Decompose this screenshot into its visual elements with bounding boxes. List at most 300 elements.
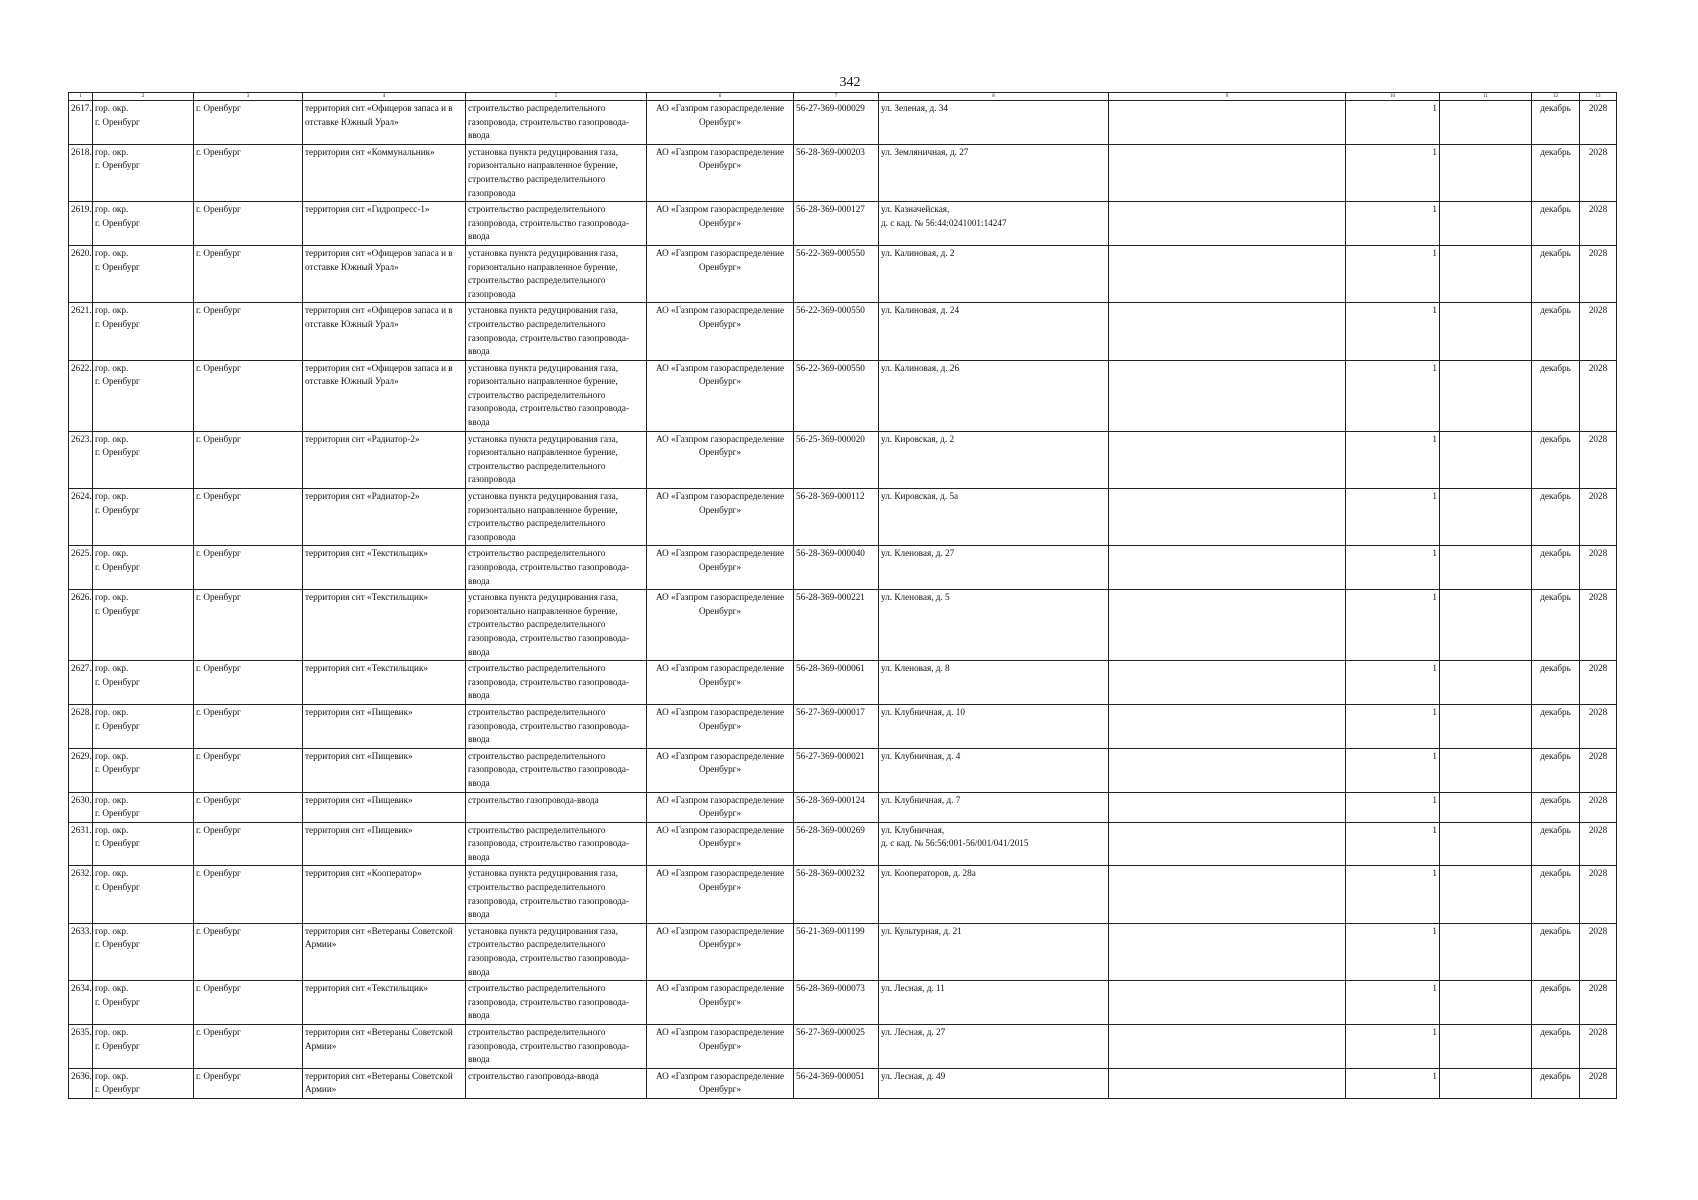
month-cell: декабрь (1532, 661, 1580, 705)
year-cell: 2028 (1580, 923, 1617, 980)
locality-cell: г. Оренбург (194, 661, 303, 705)
address-line: ул. Клубничная, д. 4 (881, 750, 961, 761)
page-number: 342 (839, 75, 861, 90)
works-cell: установка пункта редуцирования газа, горизонтально направленное бурение, строительство распределительного газопровода (466, 144, 647, 201)
address-line: ул. Культурная, д. 21 (881, 925, 962, 936)
month-cell: декабрь (1532, 101, 1580, 145)
territory-cell: территория снт «Офицеров запаса и в отставке Южный Урал» (303, 303, 466, 360)
column-header: 5 (466, 93, 647, 101)
municipality-cell (93, 822, 194, 866)
row-number: 2628. (69, 704, 93, 748)
table-row (69, 360, 1617, 431)
row-number: 2624. (69, 489, 93, 546)
address-cell (879, 661, 1109, 705)
quantity-cell: 1 (1346, 704, 1440, 748)
column-header: 10 (1346, 93, 1440, 101)
table-row (69, 661, 1617, 705)
table-row (69, 546, 1617, 590)
table-row (69, 822, 1617, 866)
year-cell: 2028 (1580, 661, 1617, 705)
territory-cell: территория снт «Пищевик» (303, 748, 466, 792)
code-cell: 56-21-369-001199 (794, 923, 879, 980)
address-line: ул. Клубничная, д. 10 (881, 706, 965, 717)
municipality-cell (93, 245, 194, 302)
code-cell: 56-28-369-000269 (794, 822, 879, 866)
locality-cell: г. Оренбург (194, 1068, 303, 1098)
territory-cell: территория снт «Пищевик» (303, 792, 466, 822)
municipality-name: г. Оренбург (95, 676, 140, 687)
table-row (69, 792, 1617, 822)
table-row (69, 431, 1617, 488)
column-9-cell (1109, 101, 1346, 145)
organization-cell: АО «Газпром газораспределение Оренбург» (647, 792, 794, 822)
locality-cell: г. Оренбург (194, 245, 303, 302)
organization-cell: АО «Газпром газораспределение Оренбург» (647, 101, 794, 145)
table-row (69, 101, 1617, 145)
works-cell: строительство распределительного газопровода, строительство газопровода-ввода (466, 1025, 647, 1069)
works-cell: строительство распределительного газопровода, строительство газопровода-ввода (466, 822, 647, 866)
works-cell: строительство газопровода-ввода (466, 1068, 647, 1098)
works-cell: строительство распределительного газопровода, строительство газопровода-ввода (466, 981, 647, 1025)
address-cell (879, 202, 1109, 246)
municipality-name: г. Оренбург (95, 116, 140, 127)
code-cell: 56-22-369-000550 (794, 245, 879, 302)
address-line: ул. Калиновая, д. 26 (881, 362, 960, 373)
row-number: 2618. (69, 144, 93, 201)
code-cell: 56-28-369-000061 (794, 661, 879, 705)
territory-cell: территория снт «Офицеров запаса и в отставке Южный Урал» (303, 245, 466, 302)
row-number: 2622. (69, 360, 93, 431)
quantity-cell: 1 (1346, 1068, 1440, 1098)
address-line: ул. Казначейская, (881, 204, 950, 215)
organization-cell: АО «Газпром газораспределение Оренбург» (647, 822, 794, 866)
column-11-cell (1440, 489, 1532, 546)
month-cell: декабрь (1532, 303, 1580, 360)
code-cell: 56-27-369-000025 (794, 1025, 879, 1069)
column-header: 11 (1440, 93, 1532, 101)
address-cell (879, 822, 1109, 866)
territory-cell: территория снт «Офицеров запаса и в отставке Южный Урал» (303, 101, 466, 145)
organization-cell: АО «Газпром газораспределение Оренбург» (647, 590, 794, 661)
quantity-cell: 1 (1346, 431, 1440, 488)
column-11-cell (1440, 661, 1532, 705)
column-11-cell (1440, 303, 1532, 360)
column-9-cell (1109, 866, 1346, 923)
code-cell: 56-28-369-000124 (794, 792, 879, 822)
month-cell: декабрь (1532, 546, 1580, 590)
organization-cell: АО «Газпром газораспределение Оренбург» (647, 704, 794, 748)
column-11-cell (1440, 981, 1532, 1025)
municipality-name: г. Оренбург (95, 160, 140, 171)
table-row (69, 748, 1617, 792)
column-11-cell (1440, 431, 1532, 488)
municipality-name: г. Оренбург (95, 447, 140, 458)
year-cell: 2028 (1580, 303, 1617, 360)
row-number: 2625. (69, 546, 93, 590)
organization-cell: АО «Газпром газораспределение Оренбург» (647, 981, 794, 1025)
municipality-type: гор. окр. (95, 794, 129, 805)
territory-cell: территория снт «Гидропресс-1» (303, 202, 466, 246)
locality-cell: г. Оренбург (194, 704, 303, 748)
works-cell: установка пункта редуцирования газа, строительство распределительного газопровода, строительство газопровода-ввода (466, 303, 647, 360)
column-11-cell (1440, 792, 1532, 822)
locality-cell: г. Оренбург (194, 748, 303, 792)
column-11-cell (1440, 144, 1532, 201)
locality-cell: г. Оренбург (194, 303, 303, 360)
table-row (69, 704, 1617, 748)
month-cell: декабрь (1532, 360, 1580, 431)
address-cell (879, 245, 1109, 302)
column-9-cell (1109, 360, 1346, 431)
organization-cell: АО «Газпром газораспределение Оренбург» (647, 144, 794, 201)
locality-cell: г. Оренбург (194, 144, 303, 201)
column-header: 4 (303, 93, 466, 101)
address-line: ул. Кленовая, д. 27 (881, 548, 955, 559)
row-number: 2636. (69, 1068, 93, 1098)
month-cell: декабрь (1532, 590, 1580, 661)
address-cell (879, 704, 1109, 748)
quantity-cell: 1 (1346, 748, 1440, 792)
column-header: 12 (1532, 93, 1580, 101)
organization-cell: АО «Газпром газораспределение Оренбург» (647, 923, 794, 980)
row-number: 2632. (69, 866, 93, 923)
municipality-name: г. Оренбург (95, 720, 140, 731)
column-9-cell (1109, 748, 1346, 792)
column-9-cell (1109, 1025, 1346, 1069)
quantity-cell: 1 (1346, 303, 1440, 360)
table-row (69, 590, 1617, 661)
quantity-cell: 1 (1346, 822, 1440, 866)
column-9-cell (1109, 1068, 1346, 1098)
address-line: ул. Кленовая, д. 5 (881, 592, 950, 603)
month-cell: декабрь (1532, 792, 1580, 822)
month-cell: декабрь (1532, 923, 1580, 980)
code-cell: 56-24-369-000051 (794, 1068, 879, 1098)
column-header: 13 (1580, 93, 1617, 101)
municipality-name: г. Оренбург (95, 882, 140, 893)
table-row (69, 144, 1617, 201)
quantity-cell: 1 (1346, 360, 1440, 431)
row-number: 2627. (69, 661, 93, 705)
organization-cell: АО «Газпром газораспределение Оренбург» (647, 489, 794, 546)
works-cell: установка пункта редуцирования газа, горизонтально направленное бурение, строительство распределительного газопровода, строительство газопровода-ввода (466, 590, 647, 661)
table-row (69, 923, 1617, 980)
municipality-type: гор. окр. (95, 1070, 129, 1081)
municipality-cell (93, 792, 194, 822)
locality-cell: г. Оренбург (194, 546, 303, 590)
address-cell (879, 546, 1109, 590)
year-cell: 2028 (1580, 981, 1617, 1025)
column-header: 8 (879, 93, 1109, 101)
month-cell: декабрь (1532, 202, 1580, 246)
table-row (69, 1068, 1617, 1098)
locality-cell: г. Оренбург (194, 101, 303, 145)
municipality-type: гор. окр. (95, 362, 129, 373)
territory-cell: территория снт «Текстильщик» (303, 661, 466, 705)
column-9-cell (1109, 431, 1346, 488)
works-cell: строительство распределительного газопровода, строительство газопровода-ввода (466, 704, 647, 748)
quantity-cell: 1 (1346, 590, 1440, 661)
address-cell (879, 590, 1109, 661)
organization-cell: АО «Газпром газораспределение Оренбург» (647, 360, 794, 431)
municipality-name: г. Оренбург (95, 1040, 140, 1051)
municipality-name: г. Оренбург (95, 504, 140, 515)
municipality-type: гор. окр. (95, 983, 129, 994)
year-cell: 2028 (1580, 431, 1617, 488)
municipality-cell (93, 431, 194, 488)
territory-cell: территория снт «Текстильщик» (303, 981, 466, 1025)
column-number-row (69, 93, 1617, 101)
column-9-cell (1109, 144, 1346, 201)
territory-cell: территория снт «Ветераны Советской Армии» (303, 1025, 466, 1069)
address-line: ул. Клубничная, д. 7 (881, 794, 961, 805)
code-cell: 56-27-369-000029 (794, 101, 879, 145)
organization-cell: АО «Газпром газораспределение Оренбург» (647, 661, 794, 705)
municipality-cell (93, 144, 194, 201)
address-line: ул. Калиновая, д. 24 (881, 305, 960, 316)
address-cell (879, 489, 1109, 546)
column-9-cell (1109, 303, 1346, 360)
organization-cell: АО «Газпром газораспределение Оренбург» (647, 546, 794, 590)
table-row (69, 866, 1617, 923)
column-9-cell (1109, 923, 1346, 980)
territory-cell: территория снт «Текстильщик» (303, 590, 466, 661)
organization-cell: АО «Газпром газораспределение Оренбург» (647, 866, 794, 923)
locality-cell: г. Оренбург (194, 866, 303, 923)
row-number: 2619. (69, 202, 93, 246)
column-11-cell (1440, 866, 1532, 923)
code-cell: 56-28-369-000221 (794, 590, 879, 661)
table-row (69, 303, 1617, 360)
quantity-cell: 1 (1346, 245, 1440, 302)
year-cell: 2028 (1580, 748, 1617, 792)
locality-cell: г. Оренбург (194, 822, 303, 866)
table-row (69, 489, 1617, 546)
column-11-cell (1440, 245, 1532, 302)
works-cell: строительство распределительного газопровода, строительство газопровода-ввода (466, 202, 647, 246)
municipality-type: гор. окр. (95, 491, 129, 502)
organization-cell: АО «Газпром газораспределение Оренбург» (647, 748, 794, 792)
column-9-cell (1109, 546, 1346, 590)
year-cell: 2028 (1580, 822, 1617, 866)
address-cell (879, 144, 1109, 201)
municipality-cell (93, 360, 194, 431)
municipality-cell (93, 1068, 194, 1098)
municipality-name: г. Оренбург (95, 376, 140, 387)
year-cell: 2028 (1580, 1025, 1617, 1069)
table-body (69, 101, 1617, 1099)
territory-cell: территория снт «Радиатор-2» (303, 489, 466, 546)
municipality-type: гор. окр. (95, 750, 129, 761)
column-9-cell (1109, 661, 1346, 705)
column-11-cell (1440, 546, 1532, 590)
code-cell: 56-27-369-000017 (794, 704, 879, 748)
column-header: 7 (794, 93, 879, 101)
year-cell: 2028 (1580, 202, 1617, 246)
address-line: ул. Зеленая, д. 34 (881, 103, 948, 113)
locality-cell: г. Оренбург (194, 981, 303, 1025)
quantity-cell: 1 (1346, 792, 1440, 822)
address-cell (879, 101, 1109, 145)
year-cell: 2028 (1580, 101, 1617, 145)
municipality-type: гор. окр. (95, 868, 129, 879)
municipality-type: гор. окр. (95, 305, 129, 316)
address-cadastral: д. с кад. № 56:56:001-56/001/041/2015 (881, 838, 1029, 849)
works-cell: установка пункта редуцирования газа, горизонтально направленное бурение, строительство распределительного газопровода (466, 489, 647, 546)
address-line: ул. Кировская, д. 2 (881, 433, 955, 444)
locality-cell: г. Оренбург (194, 923, 303, 980)
column-11-cell (1440, 1068, 1532, 1098)
row-number: 2634. (69, 981, 93, 1025)
municipality-type: гор. окр. (95, 663, 129, 674)
month-cell: декабрь (1532, 1068, 1580, 1098)
row-number: 2617. (69, 101, 93, 145)
column-9-cell (1109, 981, 1346, 1025)
works-cell: установка пункта редуцирования газа, горизонтально направленное бурение, строительство распределительного газопровода (466, 431, 647, 488)
column-header: 1 (69, 93, 93, 101)
address-cell (879, 1025, 1109, 1069)
municipality-type: гор. окр. (95, 548, 129, 559)
municipality-name: г. Оренбург (95, 605, 140, 616)
municipality-name: г. Оренбург (95, 838, 140, 849)
works-cell: строительство газопровода-ввода (466, 792, 647, 822)
address-line: ул. Лесная, д. 49 (881, 1070, 946, 1081)
municipality-type: гор. окр. (95, 146, 129, 157)
column-header: 3 (194, 93, 303, 101)
code-cell: 56-28-369-000073 (794, 981, 879, 1025)
municipality-cell (93, 981, 194, 1025)
column-11-cell (1440, 748, 1532, 792)
column-header: 6 (647, 93, 794, 101)
month-cell: декабрь (1532, 981, 1580, 1025)
address-cell (879, 360, 1109, 431)
code-cell: 56-28-369-000127 (794, 202, 879, 246)
municipality-cell (93, 590, 194, 661)
register-table (68, 92, 1617, 1099)
municipality-name: г. Оренбург (95, 1084, 140, 1095)
row-number: 2631. (69, 822, 93, 866)
municipality-cell (93, 303, 194, 360)
municipality-cell (93, 1025, 194, 1069)
territory-cell: территория снт «Пищевик» (303, 822, 466, 866)
month-cell: декабрь (1532, 866, 1580, 923)
address-cell (879, 981, 1109, 1025)
municipality-cell (93, 748, 194, 792)
table-row (69, 1025, 1617, 1069)
territory-cell: территория снт «Офицеров запаса и в отставке Южный Урал» (303, 360, 466, 431)
works-cell: строительство распределительного газопровода, строительство газопровода-ввода (466, 748, 647, 792)
municipality-cell (93, 101, 194, 145)
address-line: ул. Клубничная, (881, 824, 945, 835)
municipality-type: гор. окр. (95, 925, 129, 936)
address-cell (879, 792, 1109, 822)
municipality-cell (93, 661, 194, 705)
address-line: ул. Кировская, д. 5а (881, 491, 959, 502)
territory-cell: территория снт «Ветераны Советской Армии» (303, 923, 466, 980)
row-number: 2621. (69, 303, 93, 360)
month-cell: декабрь (1532, 748, 1580, 792)
organization-cell: АО «Газпром газораспределение Оренбург» (647, 202, 794, 246)
municipality-type: гор. окр. (95, 103, 129, 113)
code-cell: 56-28-369-000040 (794, 546, 879, 590)
column-9-cell (1109, 792, 1346, 822)
row-number: 2630. (69, 792, 93, 822)
address-line: ул. Кооператоров, д. 28а (881, 868, 976, 879)
quantity-cell: 1 (1346, 546, 1440, 590)
column-11-cell (1440, 822, 1532, 866)
year-cell: 2028 (1580, 144, 1617, 201)
address-line: ул. Земляничная, д. 27 (881, 146, 969, 157)
address-line: ул. Калиновая, д. 2 (881, 247, 955, 258)
quantity-cell: 1 (1346, 144, 1440, 201)
year-cell: 2028 (1580, 360, 1617, 431)
municipality-type: гор. окр. (95, 592, 129, 603)
quantity-cell: 1 (1346, 661, 1440, 705)
municipality-cell (93, 704, 194, 748)
organization-cell: АО «Газпром газораспределение Оренбург» (647, 1068, 794, 1098)
code-cell: 56-25-369-000020 (794, 431, 879, 488)
quantity-cell: 1 (1346, 981, 1440, 1025)
address-cell (879, 431, 1109, 488)
locality-cell: г. Оренбург (194, 1025, 303, 1069)
works-cell: строительство распределительного газопровода, строительство газопровода-ввода (466, 661, 647, 705)
code-cell: 56-22-369-000550 (794, 360, 879, 431)
municipality-type: гор. окр. (95, 204, 129, 215)
column-11-cell (1440, 923, 1532, 980)
works-cell: строительство распределительного газопровода, строительство газопровода-ввода (466, 546, 647, 590)
month-cell: декабрь (1532, 704, 1580, 748)
quantity-cell: 1 (1346, 489, 1440, 546)
code-cell: 56-28-369-000232 (794, 866, 879, 923)
row-number: 2629. (69, 748, 93, 792)
locality-cell: г. Оренбург (194, 590, 303, 661)
column-11-cell (1440, 202, 1532, 246)
code-cell: 56-22-369-000550 (794, 303, 879, 360)
column-9-cell (1109, 822, 1346, 866)
year-cell: 2028 (1580, 1068, 1617, 1098)
municipality-type: гор. окр. (95, 1027, 129, 1037)
quantity-cell: 1 (1346, 202, 1440, 246)
municipality-name: г. Оренбург (95, 217, 140, 228)
municipality-cell (93, 202, 194, 246)
organization-cell: АО «Газпром газораспределение Оренбург» (647, 303, 794, 360)
month-cell: декабрь (1532, 144, 1580, 201)
table-row (69, 245, 1617, 302)
year-cell: 2028 (1580, 704, 1617, 748)
municipality-name: г. Оренбург (95, 261, 140, 272)
municipality-cell (93, 923, 194, 980)
territory-cell: территория снт «Радиатор-2» (303, 431, 466, 488)
column-11-cell (1440, 360, 1532, 431)
quantity-cell: 1 (1346, 101, 1440, 145)
territory-cell: территория снт «Ветераны Советской Армии» (303, 1068, 466, 1098)
municipality-name: г. Оренбург (95, 808, 140, 819)
address-cell (879, 1068, 1109, 1098)
works-cell: установка пункта редуцирования газа, горизонтально направленное бурение, строительство распределительного газопровода, строительство газопровода-ввода (466, 360, 647, 431)
month-cell: декабрь (1532, 1025, 1580, 1069)
column-11-cell (1440, 590, 1532, 661)
month-cell: декабрь (1532, 822, 1580, 866)
code-cell: 56-27-369-000021 (794, 748, 879, 792)
row-number: 2635. (69, 1025, 93, 1069)
locality-cell: г. Оренбург (194, 489, 303, 546)
municipality-name: г. Оренбург (95, 996, 140, 1007)
organization-cell: АО «Газпром газораспределение Оренбург» (647, 431, 794, 488)
address-cell (879, 923, 1109, 980)
territory-cell: территория снт «Текстильщик» (303, 546, 466, 590)
quantity-cell: 1 (1346, 1025, 1440, 1069)
locality-cell: г. Оренбург (194, 202, 303, 246)
